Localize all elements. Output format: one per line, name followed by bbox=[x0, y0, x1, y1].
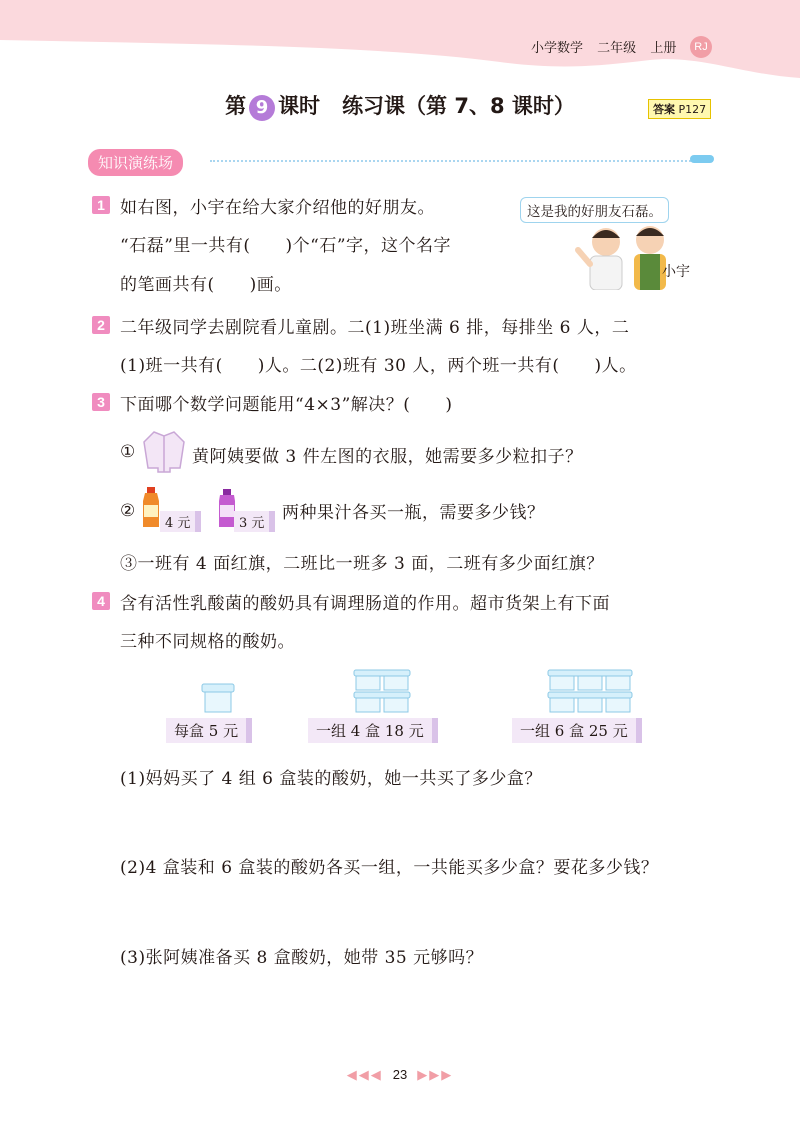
header-subject: 小学数学 bbox=[531, 41, 584, 56]
q4-line-2: 三种不同规格的酸奶。 bbox=[120, 632, 295, 652]
q4-sub-question-2: (2)4 盒装和 6 盒装的酸奶各买一组，一共能买多少盒？要花多少钱？ bbox=[120, 858, 659, 878]
pencil-icon bbox=[690, 155, 714, 163]
yogurt-6-pack-price: 一组 6 盒 25 元 bbox=[512, 718, 642, 743]
q3-stem: 下面哪个数学问题能用“4×3”解决？( ) bbox=[120, 395, 453, 415]
q3-option-2-mark: ② bbox=[120, 501, 136, 521]
yogurt-4-pack-price: 一组 4 盒 18 元 bbox=[308, 718, 438, 743]
question-4-number: 4 bbox=[92, 592, 110, 610]
answer-reference bbox=[648, 99, 711, 119]
answer-label: 答案 bbox=[653, 103, 675, 116]
orange-juice-bottle-icon bbox=[140, 487, 162, 529]
q1-line-3: 的笔画共有( )画。 bbox=[120, 275, 292, 295]
juice-1-price: 4 元 bbox=[160, 511, 201, 532]
page-footer bbox=[0, 1067, 800, 1083]
q3-option-1-mark: ① bbox=[120, 442, 136, 462]
q3-option-3: ③一班有 4 面红旗，二班比一班多 3 面，二班有多少面红旗？ bbox=[120, 554, 604, 574]
title-suffix: 课时 bbox=[278, 94, 321, 118]
lesson-name: 练习课（第 7、8 课时） bbox=[342, 94, 575, 118]
header-volume: 上册 bbox=[650, 41, 677, 56]
q3-option-2: 两种果汁各买一瓶，需要多少钱？ bbox=[282, 503, 545, 523]
kid-name-label: 小宇 bbox=[662, 264, 690, 280]
q1-line-1: 如右图，小宇在给大家介绍他的好朋友。 bbox=[120, 198, 435, 218]
question-1-number: 1 bbox=[92, 196, 110, 214]
q1-line-2: “石磊”里一共有( )个“石”字，这个名字 bbox=[120, 236, 452, 256]
q4-sub-question-3: (3)张阿姨准备买 8 盒酸奶，她带 35 元够吗？ bbox=[120, 948, 484, 968]
q3-option-1: 黄阿姨要做 3 件左图的衣服，她需要多少粒扣子？ bbox=[192, 447, 583, 467]
q4-sub-question-1: (1)妈妈买了 4 组 6 盒装的酸奶，她一共买了多少盒？ bbox=[120, 769, 542, 789]
left-arrows-icon: ◀◀◀ bbox=[346, 1067, 383, 1082]
yogurt-single-price: 每盒 5 元 bbox=[166, 718, 252, 743]
title-prefix: 第 bbox=[225, 94, 247, 118]
juice-2-price: 3 元 bbox=[234, 511, 275, 532]
question-2-number: 2 bbox=[92, 316, 110, 334]
q2-line-2: (1)班一共有( )人。二(2)班有 30 人，两个班一共有( )人。 bbox=[120, 356, 637, 376]
yogurt-4-pack-icon bbox=[352, 668, 412, 714]
single-yogurt-cup-icon bbox=[200, 682, 236, 714]
edition-badge: RJ bbox=[690, 36, 712, 58]
header-grade: 二年级 bbox=[597, 41, 637, 56]
jacket-icon bbox=[140, 428, 188, 474]
answer-page: P127 bbox=[678, 103, 707, 116]
question-3-number: 3 bbox=[92, 393, 110, 411]
lesson-number-badge: 9 bbox=[249, 95, 275, 121]
section-divider bbox=[210, 160, 710, 162]
right-arrows-icon: ▶▶▶ bbox=[417, 1067, 454, 1082]
page-number: 23 bbox=[392, 1067, 408, 1082]
q4-line-1: 含有活性乳酸菌的酸奶具有调理肠道的作用。超市货架上有下面 bbox=[120, 594, 610, 614]
yogurt-6-pack-icon bbox=[546, 668, 634, 714]
q2-line-1: 二年级同学去剧院看儿童剧。二(1)班坐满 6 排，每排坐 6 人，二 bbox=[120, 318, 630, 338]
header-info bbox=[531, 37, 686, 56]
section-label: 知识演练场 bbox=[88, 149, 183, 176]
speech-bubble: 这是我的好朋友石磊。 bbox=[520, 197, 669, 223]
